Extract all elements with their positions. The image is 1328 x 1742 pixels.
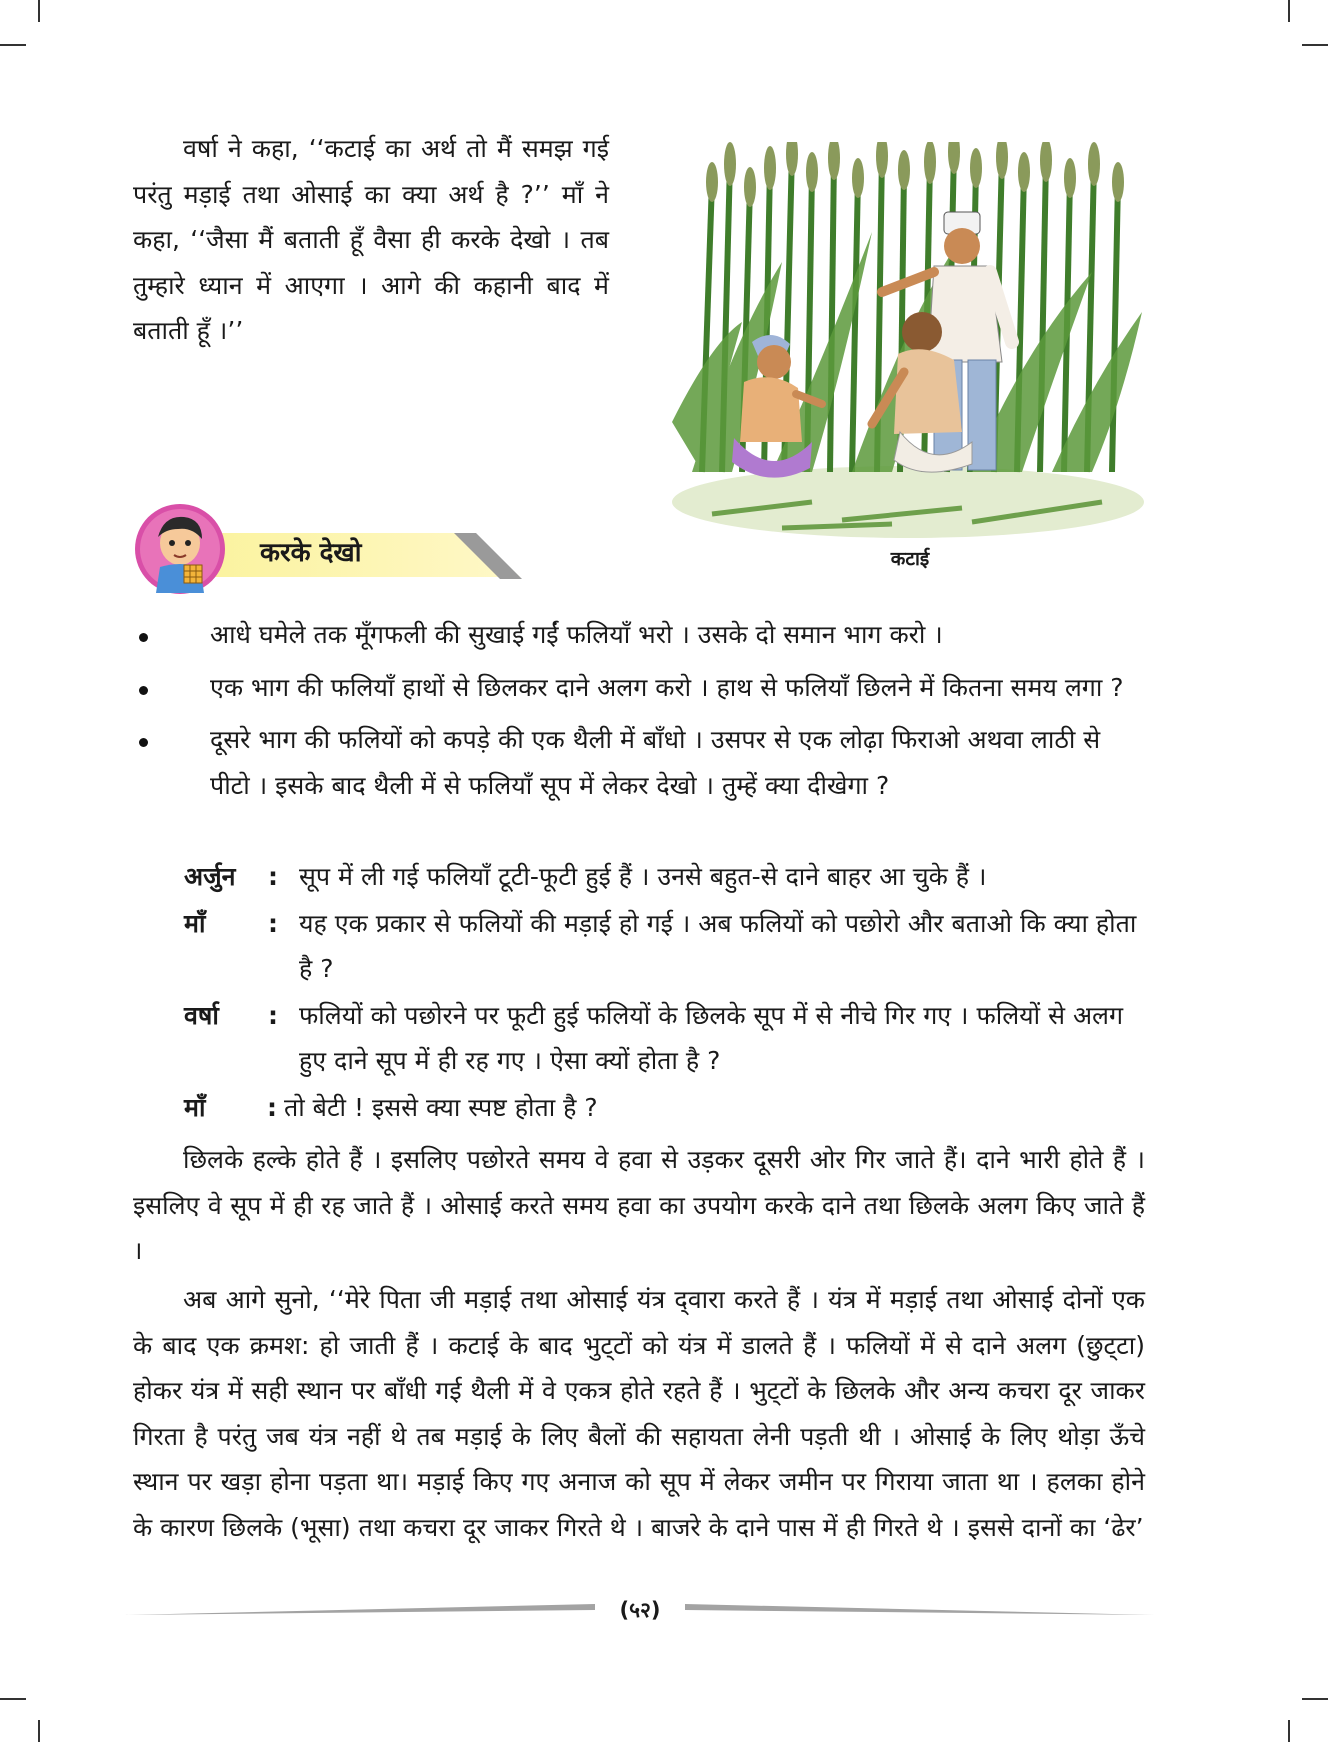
harvest-field-image <box>672 142 1144 538</box>
story-paragraph <box>133 1277 1145 1550</box>
speaker-colon: : <box>268 1000 278 1030</box>
speaker-name: माँ <box>184 908 206 938</box>
dialogue-text: यह एक प्रकार से फलियों की मड़ाई हो गई । अब फलियों को पछोरो और बताओ कि क्या होता है ? <box>299 908 1137 983</box>
crop-mark <box>1302 44 1328 46</box>
bullet-text: आधे घमेले तक मूँगफली की सुखाई गईं फलियाँ भरो । उसके दो समान भाग करो । <box>210 620 943 649</box>
speaker-colon: : <box>267 1092 277 1122</box>
crop-mark <box>1302 1698 1328 1700</box>
dialogue-text: फलियों को पछोरने पर फूटी हुई फलियों के छिलके सूप में से नीचे गिर गए । फलियों से अलग हुए दाने सूप में ही रह गए । ऐसा क्यों होता है ? <box>299 1000 1124 1075</box>
activity-title: करके देखो <box>260 538 362 568</box>
crop-mark <box>1288 1720 1290 1742</box>
dialogue-line <box>184 854 1144 900</box>
dialogue-text: तो बेटी ! इससे क्या स्पष्ट होता है ? <box>284 1092 598 1122</box>
explanation-text: छिलके हल्के होते हैं । इसलिए पछोरते समय वे हवा से उड़कर दूसरी ओर गिर जाते हैं। दाने भारी होते हैं । इसलिए वे सूप में ही रह जाते हैं । ओसाई करते समय हवा का उपयोग करके दाने तथा छिलके अलग किए जाते हैं । <box>133 1145 1145 1265</box>
crop-mark <box>38 1720 40 1742</box>
bullet-icon <box>139 686 148 695</box>
list-item <box>133 665 1145 711</box>
crop-mark <box>1288 0 1290 22</box>
speaker-colon: : <box>268 862 278 891</box>
dialogue-line <box>184 901 1144 992</box>
activity-steps-list <box>133 612 1145 815</box>
activity-banner <box>134 503 524 595</box>
page-number: (५२) <box>619 1598 661 1622</box>
crop-mark <box>38 0 40 22</box>
speaker-name: अर्जुन <box>184 862 236 891</box>
intro-paragraph <box>133 126 609 354</box>
speaker-name: वर्षा <box>184 1000 219 1030</box>
dialogue <box>184 854 1144 1131</box>
bullet-icon <box>139 738 148 747</box>
dialogue-line <box>184 993 1144 1084</box>
intro-text: वर्षा ने कहा, ‘‘कटाई का अर्थ तो मैं समझ गई परंतु मड़ाई तथा ओसाई का क्या अर्थ है ?’’ माँ ने कहा, ‘‘जैसा मैं बताती हूँ वैसा ही करके देखो । तब तुम्हारे ध्यान में आएगा । आगे की कहानी बाद में बताती हूँ ।’’ <box>133 134 609 345</box>
explanation-paragraph <box>133 1137 1145 1274</box>
dialogue-text: सूप में ली गई फलियाँ टूटी-फूटी हुई हैं । उनसे बहुत-से दाने बाहर आ चुके हैं । <box>299 862 987 891</box>
crop-mark <box>0 1698 26 1700</box>
bullet-text: एक भाग की फलियाँ हाथों से छिलकर दाने अलग करो । हाथ से फलियाँ छिलने में कितना समय लगा ? <box>210 672 1124 702</box>
dialogue-line <box>184 1085 1144 1131</box>
bullet-text: दूसरे भाग की फलियों को कपड़े की एक थैली में बाँधो । उसपर से एक लोढ़ा फिराओ अथवा लाठी से पीटो । इसके बाद थैली में से फलियाँ सूप में लेकर देखो । तुम्हें क्या दीखेगा ? <box>210 725 1101 800</box>
list-item <box>133 717 1145 808</box>
illustration-caption: कटाई <box>890 548 930 570</box>
speaker-colon: : <box>268 908 278 938</box>
story-text: अब आगे सुनो, ‘‘मेरे पिता जी मड़ाई तथा ओसाई यंत्र द्‍वारा करते हैं । यंत्र में मड़ाई तथा ओसाई दोनों एक के बाद एक क्रमश: हो जाती हैं । कटाई के बाद भुट्‍टों को यंत्र में डालते हैं । फलियों में से दाने अलग (छुट्‍टा) होकर यंत्र में सही स्थान पर बाँधी गई थैली में वे एकत्र होते रहते हैं । भुट्‍टों के छिलके और अन्य कचरा दूर जाकर गिरता है परंतु जब यंत्र नहीं थे तब मड़ाई के लिए बैलों की सहायता लेनी पड़ती थी । ओसाई के लिए थोड़ा ऊँचे स्थान पर खड़ा होना पड़ता था। मड़ाई किए गए अनाज को सूप में लेकर जमीन पर गिराया जाता था । हलका होने के कारण छिलके (भूसा) तथा कचरा दूर जाकर गिरते थे । बाजरे के दाने पास में ही गिरते थे । इससे दानों का ‘ढेर’ <box>133 1285 1145 1542</box>
speaker-name: माँ <box>184 1092 206 1122</box>
bullet-icon <box>139 633 148 642</box>
crop-mark <box>0 44 26 46</box>
list-item <box>133 612 1145 658</box>
page-footer <box>125 1596 1155 1624</box>
harvest-illustration <box>672 142 1144 538</box>
